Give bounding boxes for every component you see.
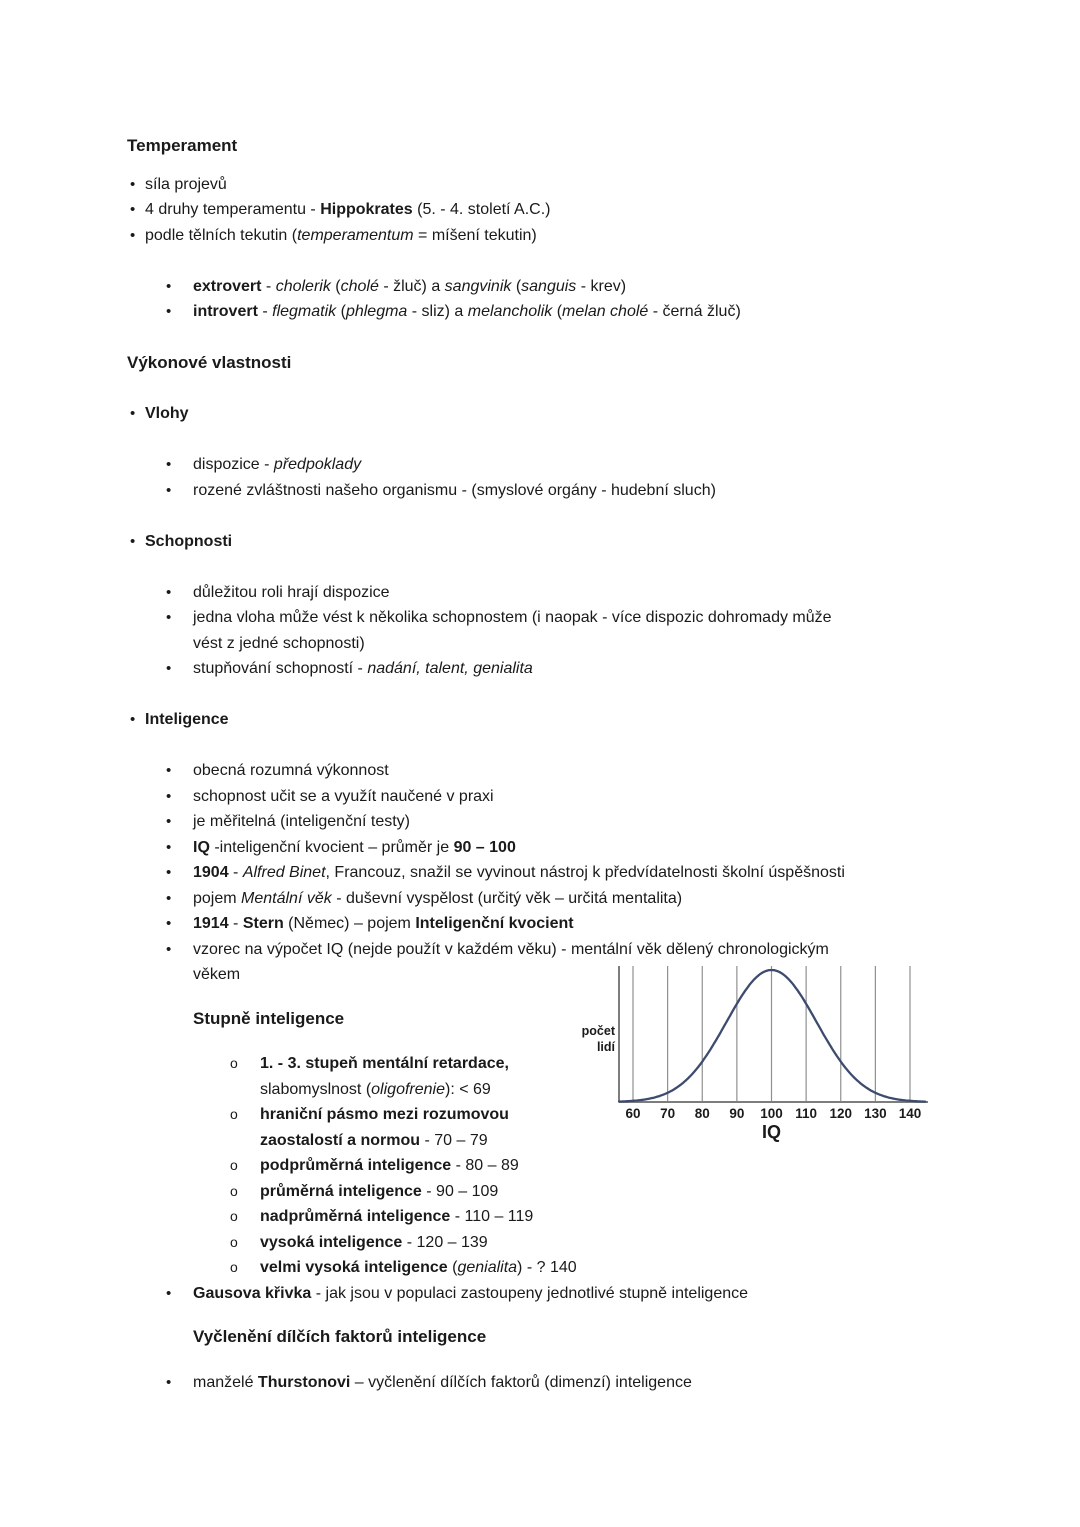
- text-run: vzorec na výpočet IQ (nejde použít v každém věku) - mentální věk dělený chronologickým: [193, 940, 829, 958]
- text-run: podprůměrná inteligence: [260, 1157, 452, 1174]
- text-run: ): < 69: [444, 1080, 491, 1098]
- text-run: schopnost učit se a využít naučené v praxi: [193, 787, 494, 805]
- bullet-item: [166, 784, 1027, 810]
- text-run: obecná rozumná výkonnost: [193, 762, 389, 779]
- bullet-item: [166, 1281, 1027, 1307]
- text-run: melan cholé: [562, 303, 649, 320]
- hollow-bullet-marker: o: [230, 1055, 238, 1071]
- document-content: [127, 133, 1027, 1395]
- bullet-item: [166, 478, 1027, 504]
- text-run: 90 – 100: [453, 838, 516, 856]
- bullet-item: [166, 656, 1027, 682]
- x-tick-label: 80: [694, 1106, 710, 1121]
- bullet-text: [193, 299, 741, 325]
- text-run: (Němec) – pojem: [283, 915, 416, 932]
- bullet-text: [193, 478, 716, 504]
- text-run: -inteligenční kvocient – průměr je: [209, 838, 454, 856]
- bullet-marker: •: [166, 583, 172, 601]
- text-run: hraniční pásmo mezi rozumovou: [260, 1106, 509, 1123]
- text-run: Gausova křivka: [193, 1284, 312, 1302]
- bell-curve-svg: [570, 952, 930, 1144]
- bullet-marker: •: [130, 226, 136, 244]
- bullet-marker: •: [166, 787, 172, 805]
- bullet-marker: •: [166, 838, 172, 856]
- x-tick-label: 60: [625, 1106, 641, 1121]
- text-run: velmi vysoká inteligence: [260, 1259, 448, 1276]
- text-run: oligofrenie: [371, 1080, 445, 1098]
- text-run: Thurstonovi: [257, 1373, 351, 1391]
- x-tick-label: 120: [829, 1106, 853, 1121]
- bullet-marker: •: [166, 277, 172, 295]
- bullet-text: [260, 1255, 577, 1281]
- bullet-item: [130, 707, 1027, 733]
- bullet-item: [130, 172, 1027, 198]
- text-run: -: [228, 864, 243, 881]
- spacer: [127, 682, 1027, 708]
- hollow-bullet-marker: o: [230, 1106, 238, 1122]
- bullet-marker: •: [166, 660, 172, 677]
- text-run: věkem: [193, 966, 241, 983]
- x-tick-label: 130: [864, 1106, 887, 1121]
- hollow-bullet-marker: o: [230, 1233, 238, 1250]
- bullet-text: [260, 1230, 488, 1256]
- text-run: manželé: [193, 1373, 258, 1391]
- bullet-item: [166, 835, 1027, 861]
- spacer: [127, 503, 1027, 529]
- x-tick-label: 90: [729, 1106, 745, 1121]
- hollow-bullet-marker: o: [230, 1259, 238, 1275]
- text-run: vysoká inteligence: [260, 1233, 403, 1251]
- bullet-item: [130, 197, 1027, 223]
- text-run: introvert: [193, 303, 258, 320]
- text-run: = míšení tekutin): [413, 226, 537, 244]
- text-run: , Francouz, snažil se vyvinout nástroj k předvídatelnosti školní úspěšnosti: [325, 864, 845, 881]
- text-run: phlegma: [345, 303, 408, 320]
- bullet-text: [193, 656, 533, 682]
- text-run: Hippokrates: [320, 201, 413, 218]
- text-run: 1. - 3. stupeň mentální retardace,: [260, 1055, 509, 1072]
- bullet-text: [145, 707, 229, 733]
- bullet-marker: •: [166, 940, 172, 958]
- bullet-text: [145, 529, 232, 555]
- bullet-marker: •: [166, 481, 172, 499]
- text-run: Výkonové vlastnosti: [127, 353, 292, 372]
- text-run: Schopnosti: [145, 532, 233, 550]
- text-run: Stupně inteligence: [193, 1008, 345, 1028]
- text-run: nadání, talent, genialita: [367, 660, 533, 677]
- bullet-item: [230, 1153, 1027, 1179]
- text-run: 1914: [193, 915, 229, 932]
- text-run: podle tělních tekutin (: [145, 226, 298, 244]
- bullet-item: [166, 1370, 1027, 1396]
- text-run: Mentální věk: [241, 889, 332, 907]
- text-run: sanguis: [521, 277, 577, 295]
- bullet-text: [193, 1281, 748, 1307]
- bullet-text: [193, 452, 361, 478]
- text-run: jedna vloha může vést k několika schopnostem (i naopak - více dispozic dohromady může: [193, 609, 832, 626]
- bullet-marker: •: [166, 1373, 172, 1391]
- bullet-marker: •: [166, 915, 172, 932]
- bullet-item: [130, 401, 1027, 427]
- text-run: cholerik: [275, 277, 331, 295]
- spacer: [127, 427, 1027, 453]
- text-run: zaostalostí a normou: [260, 1131, 421, 1149]
- bullet-text: [193, 911, 574, 937]
- bullet-item: [166, 299, 1027, 325]
- bullet-text: [193, 580, 390, 606]
- text-run: -: [228, 915, 243, 932]
- text-run: melancholik: [467, 303, 553, 320]
- iq-distribution-chart: [570, 952, 930, 1144]
- text-run: - žluč) a: [378, 277, 445, 295]
- text-run: - duševní vyspělost (určitý věk – určitá mentalita): [331, 889, 683, 907]
- bullet-text: [260, 1204, 533, 1230]
- bullet-item: [166, 860, 1027, 886]
- text-run: - 110 – 119: [450, 1208, 534, 1225]
- spacer: [127, 733, 1027, 759]
- bullet-text: [193, 274, 626, 300]
- text-run: (: [552, 303, 563, 320]
- text-run: předpoklady: [273, 456, 362, 473]
- bullet-text: [193, 886, 682, 912]
- bullet-marker: •: [166, 303, 172, 320]
- text-run: nadprůměrná inteligence: [260, 1208, 451, 1225]
- x-tick-label: 100: [760, 1106, 783, 1121]
- y-axis-label: lidí: [596, 1040, 615, 1054]
- text-run: - sliz) a: [407, 303, 468, 320]
- text-run: (5. - 4. století A.C.): [412, 201, 551, 218]
- section-heading: [127, 350, 1027, 376]
- bullet-item: [230, 1204, 1027, 1230]
- text-run: Temperament: [127, 136, 238, 155]
- text-run: - černá žluč): [648, 303, 741, 320]
- bullet-marker: •: [166, 456, 172, 473]
- bullet-marker: •: [130, 711, 136, 728]
- bullet-text: [193, 860, 845, 886]
- text-run: síla projevů: [145, 175, 227, 193]
- bullet-item: [130, 223, 1027, 249]
- text-run: – vyčlenění dílčích faktorů (dimenzí) inteligence: [350, 1373, 692, 1391]
- text-run: 4 druhy temperamentu -: [145, 201, 321, 218]
- text-run: dispozice -: [193, 456, 274, 473]
- bullet-item: [166, 911, 1027, 937]
- text-run: Vlohy: [145, 405, 189, 422]
- text-run: průměrná inteligence: [260, 1182, 422, 1200]
- text-run: Inteligenční kvocient: [415, 915, 574, 932]
- bullet-item: [166, 274, 1027, 300]
- text-run: flegmatik: [272, 303, 337, 320]
- bullet-marker: •: [130, 201, 136, 218]
- bullet-item: [130, 529, 1027, 555]
- bullet-text: [145, 172, 227, 198]
- bullet-marker: •: [166, 889, 172, 907]
- x-tick-label: 140: [898, 1106, 922, 1121]
- text-run: stupňování schopností -: [193, 660, 368, 677]
- text-run: -: [261, 277, 276, 295]
- hollow-bullet-marker: o: [230, 1208, 238, 1224]
- spacer: [127, 248, 1027, 274]
- text-run: pojem: [193, 889, 242, 907]
- hollow-bullet-marker: o: [230, 1182, 238, 1199]
- bullet-item: [166, 605, 1027, 656]
- bullet-text: [193, 605, 832, 656]
- bullet-marker: •: [166, 762, 172, 779]
- section-heading: [127, 133, 1027, 159]
- text-run: 1904: [193, 864, 229, 881]
- bullet-text: [193, 758, 389, 784]
- text-run: důležitou roli hrají dispozice: [193, 583, 390, 601]
- text-run: (: [336, 303, 346, 320]
- bullet-text: [260, 1153, 519, 1179]
- text-run: sangvinik: [444, 277, 512, 295]
- text-run: slabomyslnost (: [260, 1080, 372, 1098]
- text-run: je měřitelná (inteligenční testy): [193, 813, 410, 830]
- text-run: (: [330, 277, 341, 295]
- text-run: -: [257, 303, 273, 320]
- spacer: [127, 554, 1027, 580]
- text-run: IQ: [193, 838, 210, 856]
- text-run: Alfred Binet: [242, 864, 326, 881]
- bullet-text: [193, 1370, 692, 1396]
- bullet-text: [260, 1102, 509, 1153]
- bullet-text: [193, 784, 494, 810]
- bullet-text: [260, 1179, 498, 1205]
- hollow-bullet-marker: o: [230, 1157, 238, 1173]
- bullet-text: [145, 197, 551, 223]
- bullet-item: [230, 1230, 1027, 1256]
- text-run: (: [447, 1259, 458, 1276]
- x-tick-label: 110: [795, 1106, 818, 1121]
- text-run: Vyčlenění dílčích faktorů inteligence: [193, 1327, 487, 1346]
- text-run: - 90 – 109: [421, 1182, 499, 1200]
- text-run: extrovert: [193, 277, 262, 295]
- bullet-item: [166, 580, 1027, 606]
- text-run: rozené zvláštnosti našeho organismu - (smyslové orgány - hudební sluch): [193, 481, 716, 499]
- sub-heading: [193, 1324, 1027, 1350]
- text-run: Stern: [242, 915, 284, 932]
- bullet-text: [260, 1051, 509, 1102]
- bullet-item: [166, 452, 1027, 478]
- text-run: ) - ? 140: [517, 1259, 577, 1276]
- bullet-marker: •: [130, 532, 136, 550]
- bullet-marker: •: [166, 813, 172, 830]
- bullet-text: [145, 401, 189, 427]
- text-run: - 70 – 79: [420, 1131, 488, 1149]
- bullet-item: [230, 1255, 1027, 1281]
- text-run: genialita: [457, 1259, 518, 1276]
- bullet-text: [193, 809, 410, 835]
- bullet-item: [230, 1179, 1027, 1205]
- bullet-marker: •: [130, 175, 136, 193]
- bullet-item: [166, 809, 1027, 835]
- bell-curve: [619, 970, 925, 1102]
- x-axis-label: IQ: [761, 1122, 782, 1142]
- spacer: [127, 376, 1027, 402]
- bullet-text: [193, 835, 516, 861]
- bullet-item: [166, 758, 1027, 784]
- text-run: - 120 – 139: [402, 1233, 488, 1251]
- text-run: temperamentum: [297, 226, 414, 244]
- text-run: - krev): [576, 277, 627, 295]
- x-tick-label: 70: [660, 1106, 676, 1121]
- spacer: [127, 325, 1027, 351]
- text-run: Inteligence: [145, 711, 229, 728]
- bullet-marker: •: [130, 405, 136, 422]
- text-run: (: [511, 277, 522, 295]
- bullet-marker: •: [166, 1284, 172, 1302]
- text-run: cholé: [340, 277, 379, 295]
- text-run: vést z jedné schopnosti): [193, 634, 365, 652]
- bullet-item: [166, 886, 1027, 912]
- bullet-marker: •: [166, 609, 172, 626]
- y-axis-label: počet: [581, 1024, 615, 1038]
- text-run: - 80 – 89: [451, 1157, 519, 1174]
- bullet-marker: •: [166, 864, 172, 881]
- bullet-text: [145, 223, 537, 249]
- text-run: - jak jsou v populaci zastoupeny jednotlivé stupně inteligence: [311, 1284, 749, 1302]
